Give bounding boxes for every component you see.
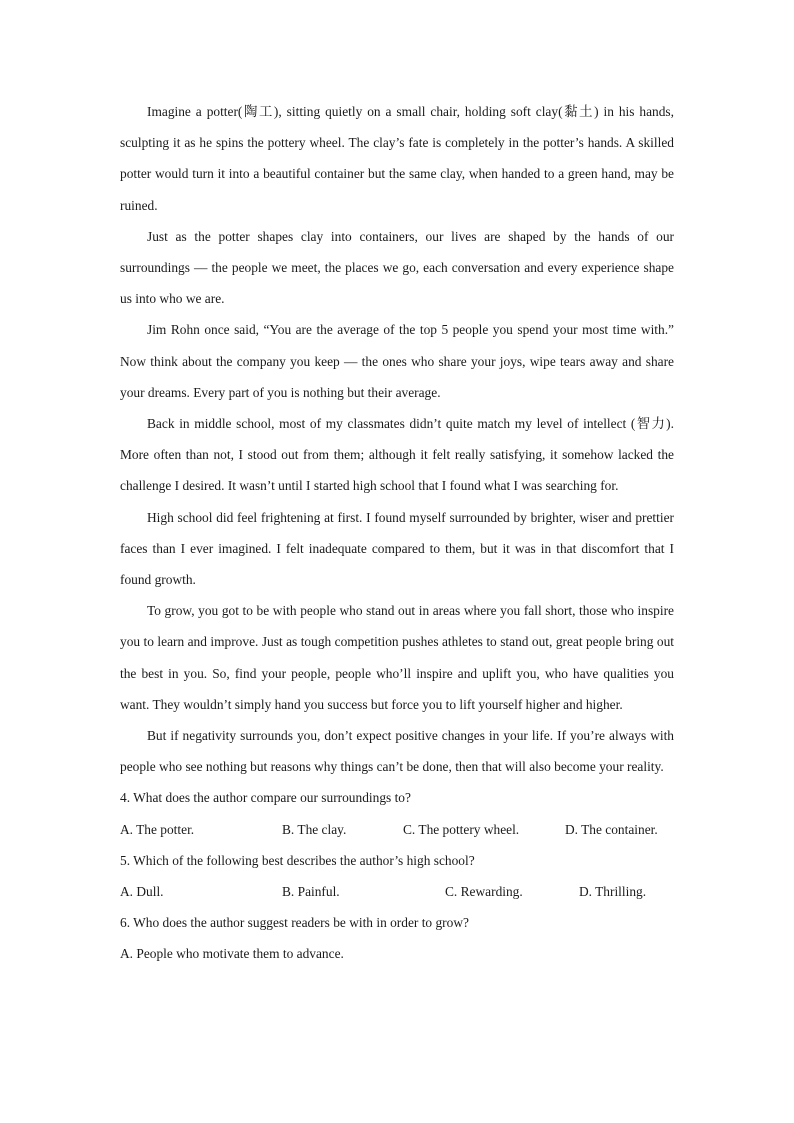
passage-paragraph-6: To grow, you got to be with people who stand out in areas where you fall short, those who inspire you to learn and improve. Just as tough competition pushes athletes to stand out, great people bring out the best in you. So, find your people, people who’ll inspire and uplift you, who have qualities you want. They wouldn’t simply hand you success but force you to lift yourself higher and higher. [120, 603, 674, 712]
exam-page [120, 96, 674, 970]
option-a[interactable]: A. People who motivate them to advance. [120, 946, 344, 962]
option-b[interactable]: B. The clay. [282, 821, 347, 837]
answer-options [120, 938, 674, 969]
option-a[interactable]: A. Dull. [120, 884, 164, 900]
passage-paragraph-5: High school did feel frightening at first. I found myself surrounded by brighter, wiser and prettier faces than I ever imagined. I felt inadequate compared to them, but it was in that discomfort that I found growth. [120, 509, 674, 588]
option-b[interactable]: B. Painful. [282, 884, 340, 900]
option-a[interactable]: A. The potter. [120, 821, 195, 837]
question-6 [120, 907, 674, 969]
question-stem: 4. What does the author compare our surroundings to? [120, 790, 411, 806]
option-d[interactable]: D. The container. [565, 821, 658, 837]
reading-passage [120, 96, 674, 782]
question-stem: 5. Which of the following best describes the author’s high school? [120, 852, 475, 868]
option-c[interactable]: C. Rewarding. [445, 884, 523, 900]
passage-paragraph-3: Jim Rohn once said, “You are the average of the top 5 people you spend your most time with.” Now think about the company you keep — the ones who share your joys, wipe tears away and share your dreams. Every part of you is nothing but their average. [120, 322, 674, 400]
answer-options [120, 876, 674, 907]
passage-paragraph-1: Imagine a potter(陶工), sitting quietly on a small chair, holding soft clay(黏土) in his hands, sculpting it as he spins the pottery wheel. The clay’s fate is completely in the potter’s hands. A skilled potter would turn it into a beautiful container but the same clay, when handed to a green hand, may be ruined. [120, 104, 674, 213]
answer-options [120, 814, 674, 845]
passage-paragraph-7: But if negativity surrounds you, don’t expect positive changes in your life. If you’re always with people who see nothing but reasons why things can’t be done, then that will also become your reality. [120, 728, 674, 775]
passage-paragraph-4: Back in middle school, most of my classmates didn’t quite match my level of intellect (智力). More often than not, I stood out from them; although it felt really satisfying, it somehow lacked the challenge I desired. It wasn’t until I started high school that I found what I was searching for. [120, 416, 674, 494]
option-d[interactable]: D. Thrilling. [579, 884, 647, 900]
passage-paragraph-2: Just as the potter shapes clay into containers, our lives are shaped by the hands of our surroundings — the people we meet, the places we go, each conversation and every experience shape us into who we are. [120, 228, 674, 307]
option-c[interactable]: C. The pottery wheel. [403, 821, 520, 837]
question-5 [120, 845, 674, 907]
question-4 [120, 782, 674, 844]
question-stem: 6. Who does the author suggest readers be with in order to grow? [120, 915, 469, 931]
